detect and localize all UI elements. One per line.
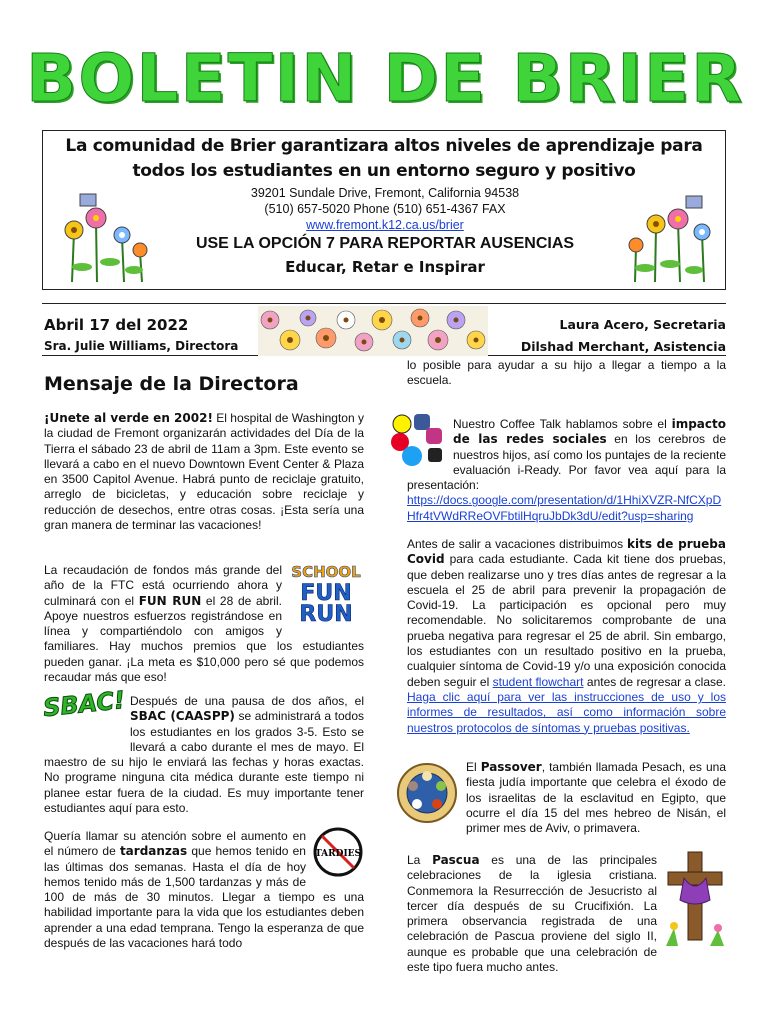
school-motto: Educar, Retar e Inspirar [285,258,485,276]
section-title-principal-message: Mensaje de la Directora [44,373,299,395]
absence-notice: USE LA OPCIÓN 7 PARA REPORTAR AUSENCIAS [195,235,575,252]
school-address: 39201 Sundale Drive, Fremont, California 94538 [250,186,520,200]
mission-line-2: todos los estudiantes en un entorno seguro y positivo [132,161,636,181]
cross-icon [662,850,728,948]
principal-name: Sra. Julie Williams, Directora [44,339,239,353]
svg-text:TARDIES: TARDIES [314,849,362,859]
presentation-link[interactable]: https://docs.google.com/presentation/d/1HhiXVZR-NfCXpDHfr4tVWdRReOVFbtilHqruJbDk3dU/edit?usp=sharing [407,493,722,523]
paragraph-coffee-talk: Nuestro Coffee Talk hablamos sobre el impacto de las redes sociales en los cerebros de nuestros hijos, así como los puntajes de la reciente evaluación i-Ready. Por favor vea aquí para la presentación: https://docs.google.com/presentation/d/1HhiXVZR-NfCXpDHfr4tVWdRReOVFbtilHqruJbDk3dU/edit?usp=sharing [407,417,727,523]
secretary-name: Laura Acero, Secretaria [559,317,726,332]
school-phones: (510) 657-5020 Phone (510) 651-4367 FAX [264,202,506,216]
paragraph-sbac: Después de una pausa de dos años, el SBAC (CAASPP) se administrará a todos los estudiantes en los grados 3-5. Esto se llevará a cabo durante el mes de mayo. El maestro de su hijo le enviará las fechas y horas exactas. No programe ninguna cita médica durante este tiempo ni planee estar fuera de la ciudad. Es muy importante tener estudiantes aquí para esto. [44,694,364,816]
student-flowchart-link[interactable]: student flowchart [492,674,584,689]
assistant-name: Dilshad Merchant, Asistencia [520,339,726,354]
flower-garden-icon [52,192,152,284]
school-website-link[interactable]: www.fremont.k12.ca.us/brier [306,218,464,232]
paragraph-easter-a: La Pascua es una de las principales celebraciones de la iglesia cristiana. Conmemora la Resurrección de Jesucristo al tercer día después de su Crucifixión. La primera observancia registrada de una celebración de Pascua proviene del siglo II, aunque es probable que una celebración de este tipo fuera mucho antes. [407,853,657,975]
paragraph-passover: El Passover, también llamada Pesach, es una fiesta judía importante que celebra el éxodo de los israelitas de la esclavitud en Egipto, que ocurre el día 15 del mes hebreo de Nisán, el primer mes de Aviv, o primavera. [466,760,726,836]
paragraph-fun-run: La recaudación de fondos más grande del año de la FTC está ocurriendo ahora y culminará con el FUN RUN el 28 de abril. Apoye nuestros esfuerzos registrándose en línea y compartiéndolo con amigos y familiares. Hay muchos premios que los estudiantes pueden ganar. ¡La meta es $10,000 pero sé que podemos recaudar más que eso! [44,563,364,685]
paragraph-earth-day: ¡Unete al verde en 2002! El hospital de Washington y la ciudad de Fremont organizarán actividades del Día de la Tierra el sábado 23 de abril de 11am a 3pm. Este evento se llevará a cabo en el nuevo Downtown Event Center & Plaza en 3500 Capitol Avenue. Habrá punto de reciclaje gratuito, arreglo de bicicletas, y educación sobre reciclaje y reducción de desechos, entre otras cosas. ¡Esta sería una gran manera de terminar las vacaciones! [44,411,364,533]
fun-run-logo: SCHOOL FUN RUN [291,563,361,627]
paragraph-continued: lo posible para ayudar a su hijo a llegar a tiempo a la escuela. [407,358,726,388]
flower-garden-icon [620,192,720,284]
paragraph-covid-kits: Antes de salir a vacaciones distribuimos kits de prueba Covid para cada estudiante. Cada kit tiene dos pruebas, que deben realizarse uno y tres días antes de regresar a la escuela el 25 de abril para prevenir la propagación de Covid-19. La participación es opcional pero muy recomendable. No solicitaremos comprobante de una prueba negativa para regresar el 25 de abril. Sin embargo, los estudiantes con un resultado positivo en la prueba, cualquier síntoma de Covid-19 y/o una exposición conocida deben seguir el student flowchart antes de regresar a clase. Haga clic aquí para ver las instrucciones de uso y los informes de resultados, así como información sobre nuestros protocolos de síntomas y pruebas positivas. [407,537,727,735]
divider-top [42,303,726,304]
mission-line-1: La comunidad de Brier garantizara altos niveles de aprendizaje para [65,136,703,156]
paragraph-tardies: Quería llamar su atención sobre el aumento en el número de tardanzas que hemos tenido en las últimas dos semanas. Hasta el día de hoy hemos tenido más de 1,500 tardanzas y más de 100 de más de 30 minutos. Llegar a tiempo es una habilidad importante para la vida que los estudiantes deben aprender a una edad temprana. Tengo la esperanza de que después de las vacaciones hará todo [44,829,364,951]
seder-plate-icon [396,762,458,824]
flower-banner-icon [258,306,488,356]
sbac-logo: SBAC! [41,685,127,723]
earth-day-heading: ¡Unete al verde en 2002! [44,411,213,425]
masthead-title: BOLETIN DE BRIER [26,40,744,117]
covid-instructions-link[interactable]: Haga clic aquí para ver las instrucciones de uso y los informes de resultados, así como información sobre nuestros protocolos de síntomas y pruebas positivas. [407,689,726,735]
mission-statement [42,134,726,184]
issue-date: Abril 17 del 2022 [44,316,189,334]
